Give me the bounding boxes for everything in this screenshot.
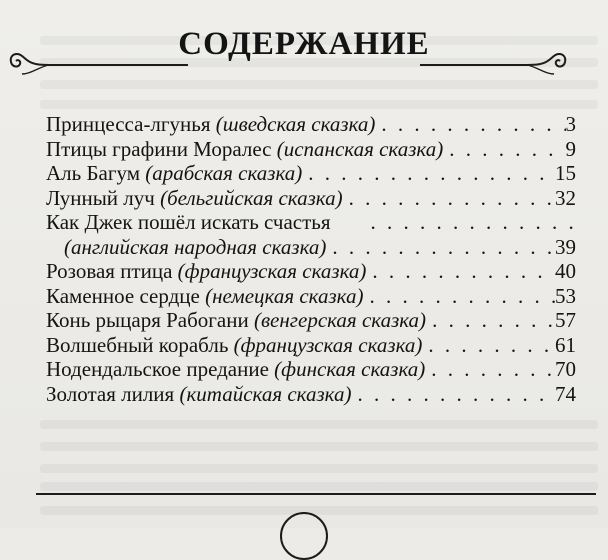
toc-leader-dots	[351, 382, 555, 407]
toc-entry	[46, 161, 576, 186]
toc-entry-title: Как Джек пошёл искать счастья	[46, 210, 331, 234]
page-title: СОДЕРЖАНИЕ	[178, 26, 430, 62]
toc-entry	[46, 284, 576, 309]
toc-entry	[46, 357, 576, 382]
toc-entry-page: 15	[555, 161, 576, 185]
toc-entry-title: Конь рыцаря Рабогани	[46, 308, 249, 332]
bleed-through-line	[40, 100, 598, 109]
toc-entry-subtitle: (немецкая сказка)	[205, 283, 364, 308]
toc-leader-dots	[426, 308, 555, 333]
toc-entry-title: Розовая птица	[46, 259, 173, 283]
toc-leader-dots	[425, 357, 555, 382]
toc-entry-page: 53	[555, 283, 576, 308]
toc-leader-dots	[326, 235, 555, 260]
toc-entry-page: 9	[565, 136, 576, 161]
toc-entry-subtitle: (китайская сказка)	[179, 381, 352, 406]
toc-entry-title: Нодендальское предание	[46, 357, 269, 381]
toc-entry-title: Волшебный корабль	[46, 332, 229, 357]
toc-entry-subtitle: (арабская сказка)	[145, 161, 303, 185]
flourish-right-icon	[520, 50, 568, 80]
toc-entry-page: 32	[555, 185, 576, 210]
toc-leader-dots	[331, 210, 576, 235]
toc-entry-page: 39	[555, 234, 576, 259]
toc-entry-page: 61	[555, 332, 576, 357]
toc-entry-subtitle: (бельгийская сказка)	[160, 185, 343, 210]
toc-entry-page: 57	[555, 308, 576, 332]
toc-entry-title: Аль Багум	[46, 161, 140, 185]
toc-entry-subtitle: (венгерская сказка)	[253, 308, 427, 332]
toc-entry-subtitle: (испанская сказка)	[276, 136, 444, 161]
toc-entry-subtitle: (финская сказка)	[274, 357, 426, 381]
bleed-through-line	[40, 464, 598, 473]
toc-entry-subtitle: (английская народная сказка)	[64, 234, 327, 259]
toc-entry-page: 40	[555, 259, 576, 283]
footer-rule	[36, 493, 596, 495]
toc-entry	[46, 259, 576, 284]
toc-leader-dots	[343, 186, 555, 211]
toc-leader-dots	[363, 284, 555, 309]
page-number-ornament	[280, 512, 328, 560]
toc-entry	[46, 308, 576, 333]
toc-entry-subtitle: (шведская сказка)	[215, 112, 376, 136]
toc-entry	[46, 137, 576, 162]
toc-entry-page: 70	[555, 357, 576, 381]
toc-leader-dots	[375, 112, 565, 137]
bleed-through-line	[40, 80, 598, 89]
toc-entry-continuation	[46, 235, 576, 260]
bleed-through-line	[40, 442, 598, 451]
toc-entry-title: Золотая лилия	[46, 381, 175, 406]
toc-entry	[46, 333, 576, 358]
toc-entry-subtitle: (французская сказка)	[233, 332, 423, 357]
toc-leader-dots	[422, 333, 555, 358]
title-rule-right	[420, 64, 530, 66]
toc-entry	[46, 382, 576, 407]
toc-entry	[46, 186, 576, 211]
bleed-through-line	[40, 420, 598, 429]
toc-entry	[46, 210, 576, 235]
toc-entry-title: Принцесса-лгунья	[46, 112, 211, 136]
toc-entry-title: Птицы графини Моралес	[46, 136, 272, 161]
toc-entry-subtitle: (французская сказка)	[177, 259, 367, 283]
toc-leader-dots	[302, 161, 555, 186]
toc-entry-page: 74	[555, 381, 576, 406]
toc-entry-page: 3	[565, 112, 576, 136]
toc-leader-dots	[366, 259, 555, 284]
toc-entry-title: Лунный луч	[46, 185, 155, 210]
toc-leader-dots	[443, 137, 565, 162]
bleed-through-line	[40, 506, 598, 515]
toc-entry	[46, 112, 576, 137]
bleed-through-line	[40, 482, 598, 491]
table-of-contents	[46, 112, 576, 406]
toc-entry-title: Каменное сердце	[46, 283, 200, 308]
title-rule-left	[48, 64, 188, 66]
